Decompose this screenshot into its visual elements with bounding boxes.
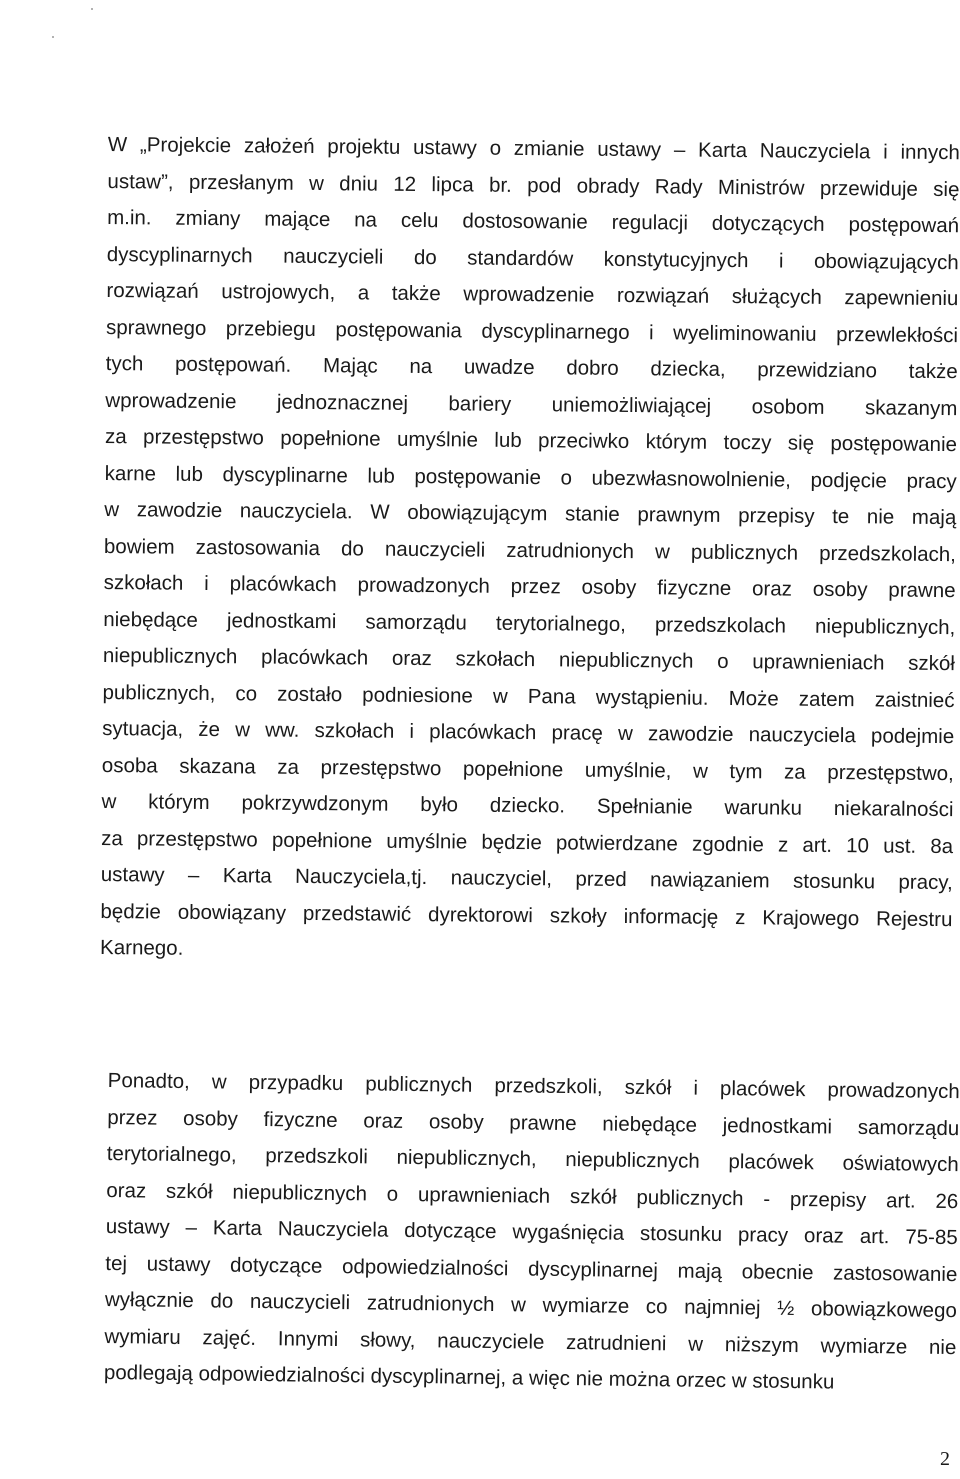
text-line: niebędące jednostkami samorządu terytorialnego, przedszkolach niepublicznych, (103, 607, 956, 639)
text-line: osoba skazana za przestępstwo popełnione umyślnie, w tym za przestępstwo, (101, 753, 954, 785)
text-line: dyscyplinarnych nauczycieli do standardów konstytucyjnych i obowiązujących (106, 242, 959, 274)
text-line: wyłącznie do nauczycieli zatrudnionych w wymiarze co najmniej ½ obowiązkowego (104, 1287, 957, 1323)
text-line: podlegają odpowiedzialności dyscyplinarnej, a więc nie można orzec w stosunku (103, 1360, 835, 1394)
text-line: tych postępowań. Mając na uwadze dobro dziecka, przewidziano także (105, 351, 958, 384)
text-line: ustawy – Karta Nauczyciela dotyczące wygaśnięcia stosunku pracy oraz art. 75-85 (105, 1214, 958, 1250)
text-line: sytuacja, że w ww. szkołach i placówkach pracę w zawodzie nauczyciela podejmie (102, 716, 955, 749)
text-line: niepublicznych placówkach oraz szkołach niepublicznych o uprawnieniach szkół (102, 643, 955, 676)
text-line: bowiem zastosowania do nauczycieli zatrudnionych w publicznych przedszkolach, (103, 534, 957, 566)
text-line: za przestępstwo popełnione umyślnie lub przeciwko którym toczy się postępowanie (104, 424, 958, 457)
paragraph-2 (104, 1063, 960, 1403)
text-line: w którym pokrzywdzonym było dziecko. Spełnianie warunku niekaralności (101, 789, 954, 822)
text-line: wymiaru zajęć. Innymi słowy, nauczyciele zatrudnieni w niższym wymiarze nie (104, 1324, 957, 1359)
text-line: sprawnego przebiegu postępowania dyscyplinarnego i wyeliminowaniu przewlekłości (105, 315, 959, 347)
text-line: ustaw”, przesłanym w dniu 12 lipca br. pod obrady Rady Ministrów przewiduje się (107, 169, 960, 201)
text-line: wprowadzenie jednoznacznej bariery uniemożliwiającej osobom skazanym (105, 388, 958, 420)
text-line: terytorialnego, przedszkoli niepublicznych, niepublicznych placówek oświatowych (106, 1141, 959, 1177)
text-line: będzie obowiązany przedstawić dyrektorowi szkoły informację z Krajowego Rejestru (100, 899, 953, 931)
text-line: za przestępstwo popełnione umyślnie będzie potwierdzane zgodnie z art. 10 ust. 8a (101, 826, 954, 858)
scan-speck (52, 36, 54, 38)
page-number: 2 (940, 1448, 950, 1470)
text-line: publicznych, co zostało podniesione w Pana wystąpieniu. Może zatem zaistnieć (102, 680, 955, 712)
text-line: m.in. zmiany mające na celu dostosowanie regulacji dotyczących postępowań (107, 205, 960, 238)
text-line: tej ustawy dotyczące odpowiedzialności dyscyplinarnej mają obecnie zastosowanie (105, 1251, 958, 1286)
text-line: W „Projekcie założeń projektu ustawy o zmianie ustawy – Karta Nauczyciela i innych (107, 132, 960, 165)
text-line: rozwiązań ustrojowych, a także wprowadzenie rozwiązań służących zapewnieniu (106, 278, 959, 311)
text-line: Karnego. (100, 935, 184, 960)
text-line: oraz szkół niepublicznych o uprawnieniach szkół publicznych - przepisy art. 26 (106, 1178, 959, 1213)
text-line: Ponadto, w przypadku publicznych przedszkoli, szkół i placówek prowadzonych (107, 1068, 960, 1104)
text-line: w zawodzie nauczyciela. W obowiązującym stanie prawnym przepisy te nie mają (104, 497, 957, 530)
paragraph-1 (100, 127, 960, 975)
text-line: przez osoby fizyczne oraz osoby prawne niebędące jednostkami samorządu (107, 1105, 960, 1140)
scan-speck (91, 8, 93, 10)
text-line: szkołach i placówkach prowadzonych przez osoby fizyczne oraz osoby prawne (103, 570, 956, 603)
text-line: ustawy – Karta Nauczyciela,tj. nauczyciel, przed nawiązaniem stosunku pracy, (100, 862, 953, 895)
text-line: karne lub dyscyplinarne lub postępowanie o ubezwłasnowolnienie, podjęcie pracy (104, 461, 957, 493)
